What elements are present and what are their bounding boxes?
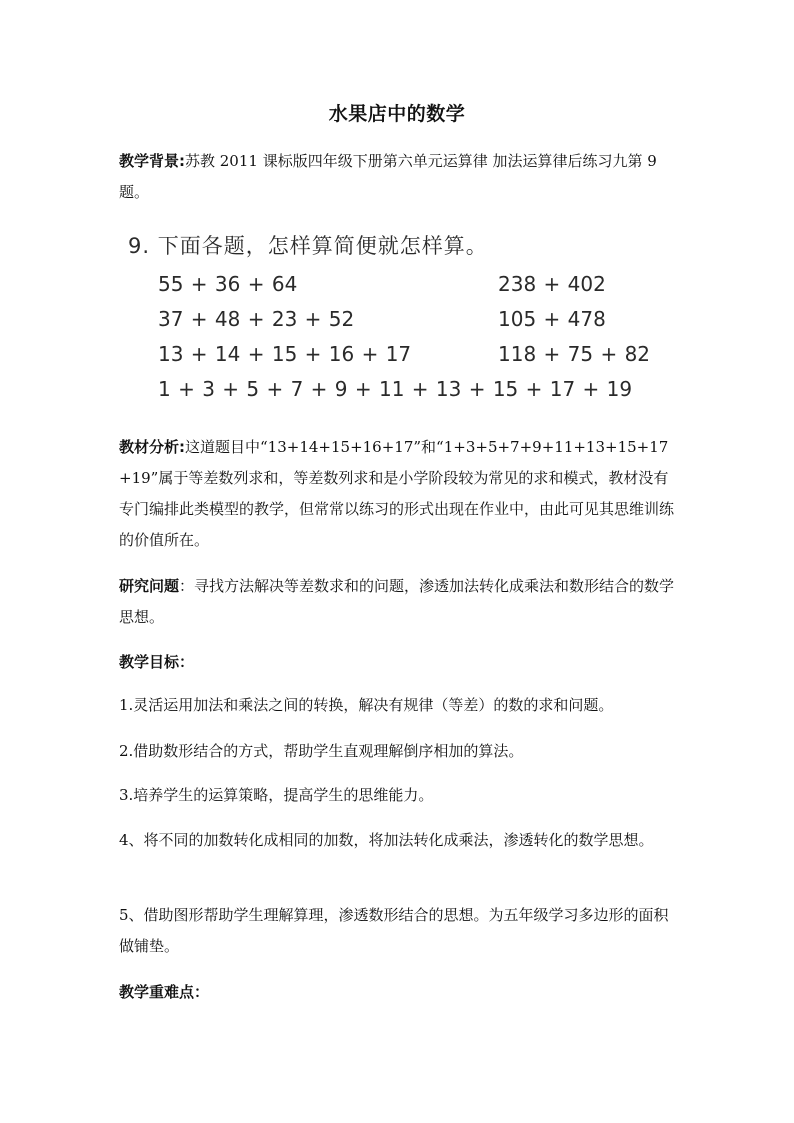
material-analysis xyxy=(119,432,679,556)
exercise-left-item-2: 37 + 48 + 23 + 52 xyxy=(158,307,355,331)
research-question-label: 研究问题 xyxy=(119,577,180,595)
teaching-background-text: 苏教 2011 课标版四年级下册第六单元运算律 加法运算律后练习九第 9 题。 xyxy=(119,152,657,201)
goal-item-4: 4、将不同的加数转化成相同的加数，将加法转化成乘法，渗透转化的数学思想。 xyxy=(119,831,654,849)
exercise-right-item-3: 118 + 75 + 82 xyxy=(498,342,651,366)
exercise-right-item-1: 238 + 402 xyxy=(498,272,606,296)
teaching-goals-heading xyxy=(119,647,679,678)
exercise-left-item-3: 13 + 14 + 15 + 16 + 17 xyxy=(158,342,412,366)
goal-item-2: 2.借助数形结合的方式，帮助学生直观理解倒序相加的算法。 xyxy=(119,742,524,760)
exercise-right-item-2: 105 + 478 xyxy=(498,307,606,331)
research-question-text: ：寻找方法解决等差数求和的问题，渗透加法转化成乘法和数形结合的数学思想。 xyxy=(119,577,675,626)
material-analysis-text: 这道题目中“13+14+15+16+17”和“1+3+5+7+9+11+13+15+17+19”属于等差数列求和，等差数列求和是小学阶段较为常见的求和模式，教材没有专门编排此类模型的教学，但常常以练习的形式出现在作业中，由此可见其思维训练的价值所在。 xyxy=(119,438,675,549)
teaching-background-label: 教学背景: xyxy=(119,152,185,170)
key-points-heading xyxy=(119,977,679,1008)
teaching-background xyxy=(119,146,679,208)
goal-item-3: 3.培养学生的运算策略，提高学生的思维能力。 xyxy=(119,786,434,804)
research-question xyxy=(119,571,679,633)
exercise-image xyxy=(122,230,672,410)
exercise-heading: 9. 下面各题，怎样算简便就怎样算。 xyxy=(128,234,488,258)
key-points-label: 教学重难点： xyxy=(119,983,210,1001)
exercise-bottom-item: 1 + 3 + 5 + 7 + 9 + 11 + 13 + 15 + 17 + 19 xyxy=(158,377,633,401)
document-title: 水果店中的数学 xyxy=(328,103,466,125)
goal-item-5: 5、借助图形帮助学生理解算理，渗透数形结合的思想。为五年级学习多边形的面积做铺垫。 xyxy=(119,906,669,955)
goal-item-1: 1.灵活运用加法和乘法之间的转换，解决有规律（等差）的数的求和问题。 xyxy=(119,696,614,714)
teaching-goals-label: 教学目标： xyxy=(119,653,195,671)
exercise-left-item-1: 55 + 36 + 64 xyxy=(158,272,298,296)
material-analysis-label: 教材分析: xyxy=(119,438,185,456)
